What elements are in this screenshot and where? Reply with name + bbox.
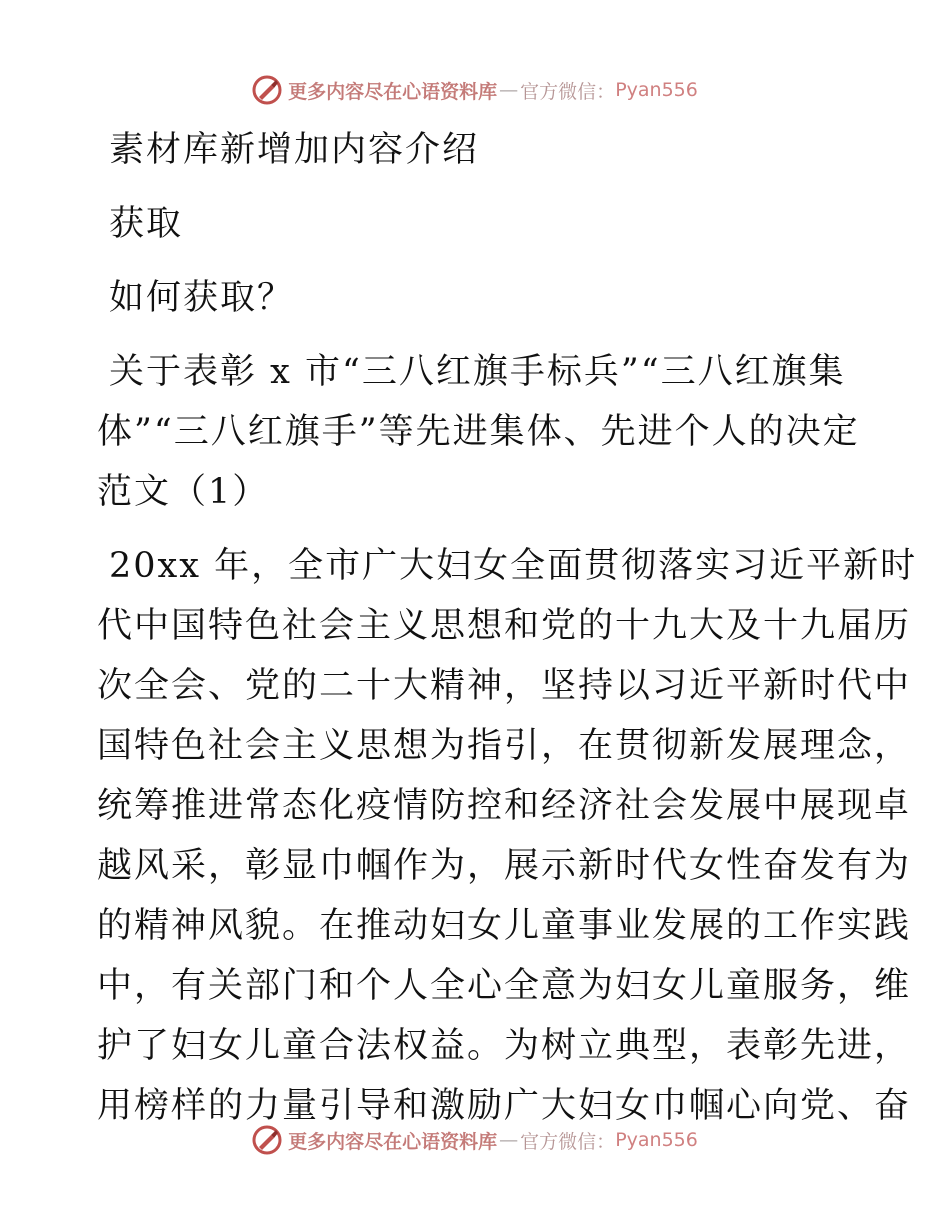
paragraph-line: 次全会、党的二十大精神，坚持以习近平新时代中 [97,666,912,706]
banner-slogan: 更多内容尽在心语资料库 [288,1130,498,1153]
banner-wechat-id: Pyan556 [615,1129,698,1151]
header-watermark-banner [0,70,950,110]
heading-how-to-obtain: 如何获取？ [109,278,295,318]
document-title [97,342,860,522]
document-body [97,120,918,1136]
banner-slogan: 更多内容尽在心语资料库 [288,80,498,103]
paragraph-line: 20xx 年，全市广大妇女全面贯彻落实习近平新时 [109,546,918,586]
paragraph-line: 护了妇女儿童合法权益。为树立典型，表彰先进， [97,1026,912,1066]
paragraph-line: 用榜样的力量引导和激励广大妇女巾帼心向党、奋 [97,1086,912,1126]
paragraph-line: 统筹推进常态化疫情防控和经济社会发展中展现卓 [97,786,912,826]
paragraph-line: 中，有关部门和个人全心全意为妇女儿童服务，维 [97,966,912,1006]
banner-wechat-id: Pyan556 [615,79,698,101]
pen-logo-icon [252,75,282,105]
banner-wechat-label: 官方微信： [520,80,616,103]
body-paragraph [97,536,918,1136]
banner-separator: — [499,1129,519,1151]
title-line: 体”“三八红旗手”等先进集体、先进个人的决定 [97,412,860,452]
title-line: 范文（1） [97,472,270,512]
banner-wechat-label: 官方微信： [520,1130,616,1153]
paragraph-line: 国特色社会主义思想为指引，在贯彻新发展理念， [97,726,912,766]
heading-material-intro: 素材库新增加内容介绍 [109,130,480,170]
banner-separator: — [499,79,519,101]
paragraph-line: 代中国特色社会主义思想和党的十九大及十九届历 [97,606,912,646]
heading-obtain: 获取 [109,204,184,244]
footer-watermark-banner [0,1120,950,1160]
paragraph-line: 的精神风貌。在推动妇女儿童事业发展的工作实践 [97,906,912,946]
pen-logo-icon [252,1125,282,1155]
paragraph-line: 越风采，彰显巾帼作为，展示新时代女性奋发有为 [97,846,912,886]
title-line: 关于表彰 x 市“三八红旗手标兵”“三八红旗集 [109,352,846,392]
